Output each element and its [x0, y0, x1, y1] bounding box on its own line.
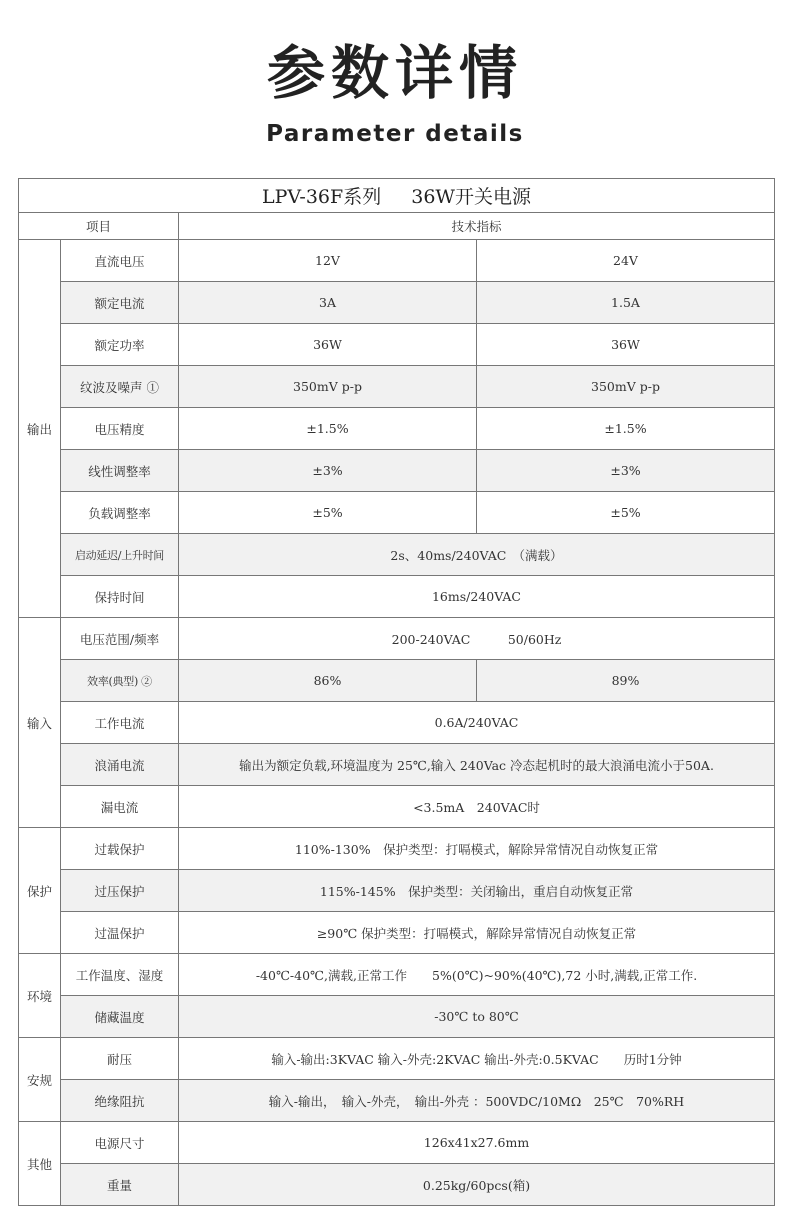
- row-value: 2s、40ms/240VAC （满载）: [179, 534, 775, 576]
- row-label: 电压精度: [61, 408, 179, 450]
- group-label: 其他: [19, 1122, 61, 1206]
- row-value-24v: ±3%: [477, 450, 775, 492]
- table-row: [19, 786, 775, 828]
- row-value-12v: 350mV p-p: [179, 366, 477, 408]
- row-value: 输入-输出:3KVAC 输入-外壳:2KVAC 输出-外壳:0.5KVAC 历时1分钟: [179, 1038, 775, 1080]
- row-value: -30℃ to 80℃: [179, 996, 775, 1038]
- row-label: 工作温度、湿度: [61, 954, 179, 996]
- table-row: [19, 912, 775, 954]
- row-value: 16ms/240VAC: [179, 576, 775, 618]
- row-label: 启动延迟/上升时间: [61, 534, 179, 576]
- table-row: [19, 450, 775, 492]
- row-value: 0.25kg/60pcs(箱): [179, 1164, 775, 1206]
- row-value-24v: 36W: [477, 324, 775, 366]
- table-row: [19, 702, 775, 744]
- row-label: 电压范围/频率: [61, 618, 179, 660]
- table-row: [19, 954, 775, 996]
- group-label: 保护: [19, 828, 61, 954]
- row-value: 0.6A/240VAC: [179, 702, 775, 744]
- group-label: 输入: [19, 618, 61, 828]
- row-value: 输出为额定负载,环境温度为 25℃,输入 240Vac 冷态起机时的最大浪涌电流小于50A.: [179, 744, 775, 786]
- group-label: 输出: [19, 240, 61, 618]
- row-value-12v: ±5%: [179, 492, 477, 534]
- table-row: [19, 996, 775, 1038]
- page-subtitle: Parameter details: [266, 121, 524, 147]
- row-value-12v: 86%: [179, 660, 477, 702]
- table-row: [19, 618, 775, 660]
- row-value: 110%-130% 保护类型：打嗝模式，解除异常情况自动恢复正常: [179, 828, 775, 870]
- row-value-12v: ±3%: [179, 450, 477, 492]
- row-label: 工作电流: [61, 702, 179, 744]
- table-row: [19, 576, 775, 618]
- row-label: 直流电压: [61, 240, 179, 282]
- table-row: [19, 1122, 775, 1164]
- table-row: [19, 828, 775, 870]
- row-label: 过温保护: [61, 912, 179, 954]
- series-name: LPV-36F系列: [262, 186, 382, 208]
- row-value-24v: ±1.5%: [477, 408, 775, 450]
- row-label: 浪涌电流: [61, 744, 179, 786]
- row-value-24v: ±5%: [477, 492, 775, 534]
- row-label: 保持时间: [61, 576, 179, 618]
- row-value: 200-240VAC 50/60Hz: [179, 618, 775, 660]
- row-value-24v: 350mV p-p: [477, 366, 775, 408]
- spec-table: [18, 178, 775, 1206]
- row-label: 额定电流: [61, 282, 179, 324]
- column-header-spec: 技术指标: [179, 213, 775, 240]
- row-label: 效率(典型) ②: [61, 660, 179, 702]
- row-value: 115%-145% 保护类型：关闭输出，重启自动恢复正常: [179, 870, 775, 912]
- table-row: [19, 282, 775, 324]
- row-value-24v: 89%: [477, 660, 775, 702]
- table-row: [19, 324, 775, 366]
- table-header: [19, 179, 775, 213]
- row-label: 线性调整率: [61, 450, 179, 492]
- table-row: [19, 366, 775, 408]
- column-header-item: 项目: [19, 213, 179, 240]
- table-row: [19, 1080, 775, 1122]
- row-label: 过载保护: [61, 828, 179, 870]
- row-label: 重量: [61, 1164, 179, 1206]
- table-row: [19, 1038, 775, 1080]
- row-value: ≥90℃ 保护类型：打嗝模式，解除异常情况自动恢复正常: [179, 912, 775, 954]
- row-label: 绝缘阻抗: [61, 1080, 179, 1122]
- row-value: -40℃-40℃,满载,正常工作 5%(0℃)~90%(40℃),72 小时,满载,正常工作.: [179, 954, 775, 996]
- group-label: 环境: [19, 954, 61, 1038]
- row-label: 过压保护: [61, 870, 179, 912]
- table-row: [19, 1164, 775, 1206]
- table-row: [19, 240, 775, 282]
- row-value-12v: ±1.5%: [179, 408, 477, 450]
- row-value-12v: 3A: [179, 282, 477, 324]
- row-value: <3.5mA 240VAC时: [179, 786, 775, 828]
- table-row: [19, 660, 775, 702]
- row-value: 输入-输出， 输入-外壳， 输出-外壳 ：500VDC/10MΩ 25℃ 70%RH: [179, 1080, 775, 1122]
- group-label: 安规: [19, 1038, 61, 1122]
- table-row: [19, 534, 775, 576]
- row-value: 126x41x27.6mm: [179, 1122, 775, 1164]
- page-title: 参数详情: [266, 39, 523, 107]
- product-name: 36W开关电源: [411, 186, 531, 208]
- row-label: 纹波及噪声 ①: [61, 366, 179, 408]
- row-label: 电源尺寸: [61, 1122, 179, 1164]
- table-row: [19, 744, 775, 786]
- row-label: 储藏温度: [61, 996, 179, 1038]
- table-row: [19, 492, 775, 534]
- row-value-24v: 1.5A: [477, 282, 775, 324]
- row-value-12v: 36W: [179, 324, 477, 366]
- row-label: 额定功率: [61, 324, 179, 366]
- table-row: [19, 408, 775, 450]
- row-label: 耐压: [61, 1038, 179, 1080]
- row-value-24v: 24V: [477, 240, 775, 282]
- row-label: 漏电流: [61, 786, 179, 828]
- table-row: [19, 870, 775, 912]
- row-value-12v: 12V: [179, 240, 477, 282]
- row-label: 负载调整率: [61, 492, 179, 534]
